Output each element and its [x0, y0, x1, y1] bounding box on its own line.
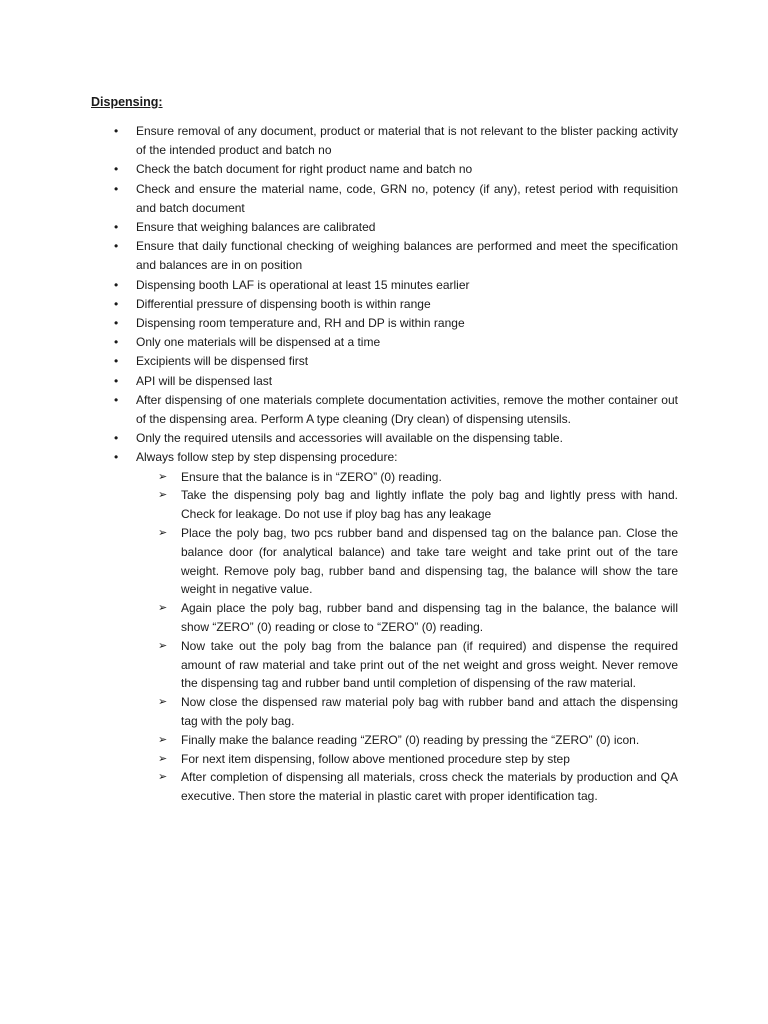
bullet-icon: • [114, 277, 119, 292]
list-item-text: Differential pressure of dispensing booth is within range [136, 296, 431, 311]
list-item-text: Only one materials will be dispensed at a time [136, 335, 381, 350]
list-item [114, 429, 678, 448]
bullet-icon: • [114, 450, 119, 465]
bullet-icon: • [114, 124, 119, 138]
bullet-icon: • [114, 181, 119, 196]
arrow-bullet-icon: ➢ [158, 470, 168, 483]
arrow-bullet-icon: ➢ [158, 639, 168, 652]
list-item-text: Ensure that weighing balances are calibrated [136, 220, 376, 235]
bullet-icon: • [114, 335, 119, 350]
bullet-icon: • [114, 220, 119, 235]
arrow-bullet-icon: ➢ [158, 752, 168, 765]
list-item-text: Ensure removal of any document, product or material that is not relevant to the blister packing activity of the intended product and batch no [136, 124, 678, 158]
list-item-text: Check and ensure the material name, code, GRN no, potency (if any), retest period with requisition and batch document [136, 181, 678, 215]
step-item [158, 599, 678, 637]
bullet-icon: • [114, 431, 119, 446]
step-item-text: After completion of dispensing all materials, cross check the materials by production and QA executive. Then store the material in plastic caret with proper identification tag. [181, 770, 678, 804]
list-item-text: Always follow step by step dispensing procedure: [136, 450, 398, 465]
list-item-text: API will be dispensed last [136, 373, 273, 388]
step-item [158, 693, 678, 731]
list-item-text: Check the batch document for right product name and batch no [136, 162, 473, 177]
list-item-text: Dispensing room temperature and, RH and DP is within range [136, 316, 465, 331]
list-item [114, 237, 678, 275]
step-item-text: Now close the dispensed raw material poly bag with rubber band and attach the dispensing tag with the poly bag. [181, 695, 678, 729]
list-item-text: After dispensing of one materials complete documentation activities, remove the mother container out of the dispensing area. Perform A type cleaning (Dry clean) of dispensing utensils. [136, 392, 678, 427]
step-item-text: Again place the poly bag, rubber band and dispensing tag in the balance, the balance will show “ZERO” (0) reading or close to “ZERO” (0) reading. [181, 601, 678, 635]
step-item-text: Place the poly bag, two pcs rubber band and dispensed tag on the balance pan. Close the balance door (for analytical balance) and take tare weight and take print out of the tare weight. Remove poly bag, rubber band and dispensing tag, the balance will show the tare weight in negative value. [181, 526, 678, 597]
bullet-icon: • [114, 316, 119, 331]
step-item [158, 486, 678, 524]
step-item-text: For next item dispensing, follow above mentioned procedure step by step [181, 751, 570, 766]
step-item [158, 524, 678, 599]
step-item [158, 750, 678, 769]
list-item [114, 218, 678, 237]
arrow-bullet-icon: ➢ [158, 771, 168, 784]
list-item-text: Only the required utensils and accessories will available on the dispensing table. [136, 431, 563, 446]
list-item [114, 352, 678, 371]
step-item-text: Ensure that the balance is in “ZERO” (0) reading. [181, 469, 442, 484]
bullet-icon: • [114, 354, 119, 369]
list-item [114, 372, 678, 391]
list-item [114, 314, 678, 333]
step-item [158, 768, 678, 806]
step-item-text: Finally make the balance reading “ZERO” (0) reading by pressing the “ZERO” (0) icon. [181, 732, 640, 747]
list-item [114, 122, 678, 160]
arrow-bullet-icon: ➢ [158, 527, 168, 540]
step-item [158, 637, 678, 693]
bullet-list [0, 122, 768, 806]
bullet-icon: • [114, 162, 119, 177]
section-heading: Dispensing: [91, 95, 163, 109]
bullet-icon: • [114, 373, 119, 388]
arrow-bullet-icon: ➢ [158, 489, 168, 502]
list-item [114, 180, 678, 218]
step-item [158, 468, 678, 487]
arrow-bullet-icon: ➢ [158, 602, 168, 615]
bullet-icon: • [114, 392, 119, 407]
procedure-steps-list [136, 468, 678, 806]
bullet-icon: • [114, 239, 119, 254]
list-item [114, 333, 678, 352]
bullet-icon: • [114, 296, 119, 311]
list-item-text: Ensure that daily functional checking of weighing balances are performed and meet the specification and balances are in on position [136, 239, 678, 273]
list-item [114, 276, 678, 295]
list-item [114, 391, 678, 429]
list-item [114, 448, 678, 806]
step-item-text: Take the dispensing poly bag and lightly inflate the poly bag and lightly press with hand. Check for leakage. Do not use if ploy bag has any leakage [181, 488, 678, 522]
list-item-text: Excipients will be dispensed first [136, 354, 309, 369]
arrow-bullet-icon: ➢ [158, 733, 168, 746]
list-item [114, 295, 678, 314]
arrow-bullet-icon: ➢ [158, 696, 168, 709]
list-item [114, 160, 678, 179]
step-item [158, 731, 678, 750]
step-item-text: Now take out the poly bag from the balance pan (if required) and dispense the required amount of raw material and take print out of the net weight and gross weight. Never remove the dispensing tag and rubber band until completion of dispensing of the raw material. [181, 638, 678, 691]
list-item-text: Dispensing booth LAF is operational at least 15 minutes earlier [136, 277, 470, 292]
